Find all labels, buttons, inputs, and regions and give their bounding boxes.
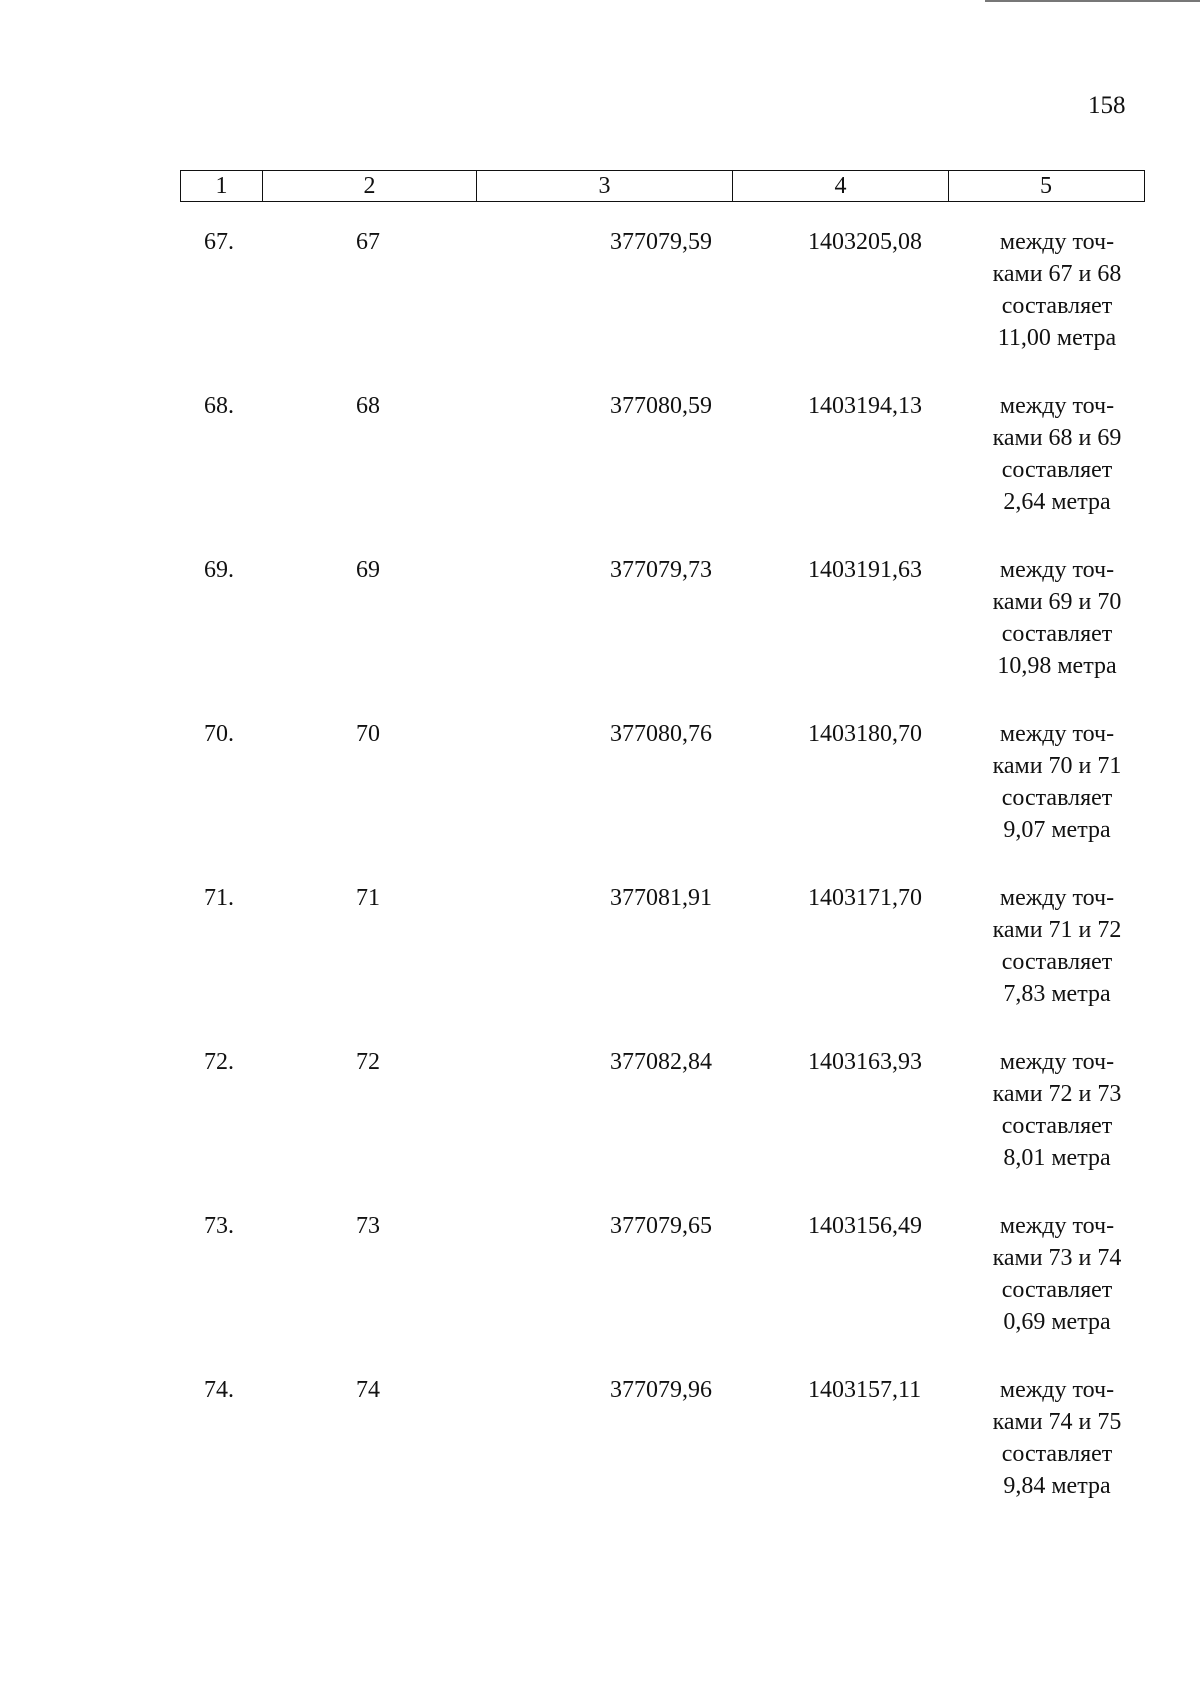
note-line: ками 70 и 71 bbox=[992, 753, 1122, 779]
column-header-2: 2 bbox=[263, 171, 477, 201]
note-line: 7,83 метра bbox=[1003, 981, 1111, 1007]
note-line: составляет bbox=[1001, 621, 1113, 647]
column-header-5: 5 bbox=[1040, 172, 1052, 199]
note-line: составляет bbox=[1001, 949, 1113, 975]
table-header-row bbox=[180, 170, 1145, 202]
table-body bbox=[180, 226, 1145, 1538]
point-number: 68 bbox=[356, 393, 380, 419]
note-line: ками 72 и 73 bbox=[992, 1081, 1122, 1107]
distance-note bbox=[964, 554, 1150, 682]
note-line: составляет bbox=[1001, 1441, 1113, 1467]
note-line: составляет bbox=[1001, 457, 1113, 483]
note-line: ками 73 и 74 bbox=[992, 1245, 1122, 1271]
coordinate-y: 1403171,70 bbox=[808, 885, 922, 911]
note-line: между точ- bbox=[999, 885, 1115, 911]
point-number: 69 bbox=[356, 557, 380, 583]
table-row bbox=[180, 554, 1145, 718]
row-index: 67. bbox=[204, 229, 234, 255]
coordinate-y: 1403156,49 bbox=[808, 1213, 922, 1239]
point-number: 74 bbox=[356, 1377, 380, 1403]
coordinates-table bbox=[180, 170, 1145, 1538]
point-number: 72 bbox=[356, 1049, 380, 1075]
coordinate-x: 377080,76 bbox=[610, 721, 712, 747]
coordinate-y: 1403205,08 bbox=[808, 229, 922, 255]
table-row bbox=[180, 882, 1145, 1046]
note-line: между точ- bbox=[999, 1377, 1115, 1403]
table-row bbox=[180, 1046, 1145, 1210]
table-row bbox=[180, 718, 1145, 882]
note-line: 8,01 метра bbox=[1003, 1145, 1111, 1171]
note-line: между точ- bbox=[999, 229, 1115, 255]
note-line: составляет bbox=[1001, 293, 1113, 319]
note-line: между точ- bbox=[999, 721, 1115, 747]
coordinate-y: 1403194,13 bbox=[808, 393, 922, 419]
column-header-3: 3 bbox=[477, 171, 733, 201]
note-line: составляет bbox=[1001, 785, 1113, 811]
table-row bbox=[180, 1374, 1145, 1538]
column-header-4: 4 bbox=[733, 171, 949, 201]
note-line: 9,84 метра bbox=[1003, 1473, 1111, 1499]
coordinate-x: 377081,91 bbox=[610, 885, 712, 911]
distance-note bbox=[964, 1046, 1150, 1174]
coordinate-y: 1403157,11 bbox=[808, 1377, 922, 1403]
top-edge-rule bbox=[985, 0, 1200, 2]
distance-note bbox=[964, 1374, 1150, 1502]
note-line: 10,98 метра bbox=[997, 653, 1117, 679]
note-line: ками 67 и 68 bbox=[992, 261, 1122, 287]
note-line: между точ- bbox=[999, 1213, 1115, 1239]
row-index: 70. bbox=[204, 721, 234, 747]
column-header-1: 1 bbox=[181, 171, 263, 201]
distance-note bbox=[964, 226, 1150, 354]
note-line: ками 71 и 72 bbox=[992, 917, 1122, 943]
coordinate-y: 1403180,70 bbox=[808, 721, 922, 747]
row-index: 69. bbox=[204, 557, 234, 583]
distance-note bbox=[964, 1210, 1150, 1338]
distance-note bbox=[964, 390, 1150, 518]
table-row bbox=[180, 226, 1145, 390]
table-row bbox=[180, 390, 1145, 554]
point-number: 71 bbox=[356, 885, 380, 911]
coordinate-y: 1403163,93 bbox=[808, 1049, 922, 1075]
note-line: 9,07 метра bbox=[1003, 817, 1111, 843]
note-line: 11,00 метра bbox=[997, 325, 1117, 351]
note-line: 0,69 метра bbox=[1003, 1309, 1111, 1335]
coordinate-x: 377079,73 bbox=[610, 557, 712, 583]
coordinate-x: 377079,59 bbox=[610, 229, 712, 255]
note-line: ками 69 и 70 bbox=[992, 589, 1122, 615]
note-line: составляет bbox=[1001, 1277, 1113, 1303]
row-index: 73. bbox=[204, 1213, 234, 1239]
coordinate-x: 377079,65 bbox=[610, 1213, 712, 1239]
page-number: 158 bbox=[1088, 92, 1126, 119]
note-line: между точ- bbox=[999, 1049, 1115, 1075]
note-line: составляет bbox=[1001, 1113, 1113, 1139]
note-line: ками 74 и 75 bbox=[992, 1409, 1122, 1435]
note-line: между точ- bbox=[999, 557, 1115, 583]
row-index: 74. bbox=[204, 1377, 234, 1403]
distance-note bbox=[964, 882, 1150, 1010]
coordinate-x: 377082,84 bbox=[610, 1049, 712, 1075]
point-number: 67 bbox=[356, 229, 380, 255]
note-line: ками 68 и 69 bbox=[992, 425, 1122, 451]
row-index: 71. bbox=[204, 885, 234, 911]
row-index: 72. bbox=[204, 1049, 234, 1075]
note-line: 2,64 метра bbox=[1003, 489, 1111, 515]
table-row bbox=[180, 1210, 1145, 1374]
note-line: между точ- bbox=[999, 393, 1115, 419]
coordinate-x: 377079,96 bbox=[610, 1377, 712, 1403]
row-index: 68. bbox=[204, 393, 234, 419]
point-number: 70 bbox=[356, 721, 380, 747]
point-number: 73 bbox=[356, 1213, 380, 1239]
distance-note bbox=[964, 718, 1150, 846]
coordinate-x: 377080,59 bbox=[610, 393, 712, 419]
coordinate-y: 1403191,63 bbox=[808, 557, 922, 583]
